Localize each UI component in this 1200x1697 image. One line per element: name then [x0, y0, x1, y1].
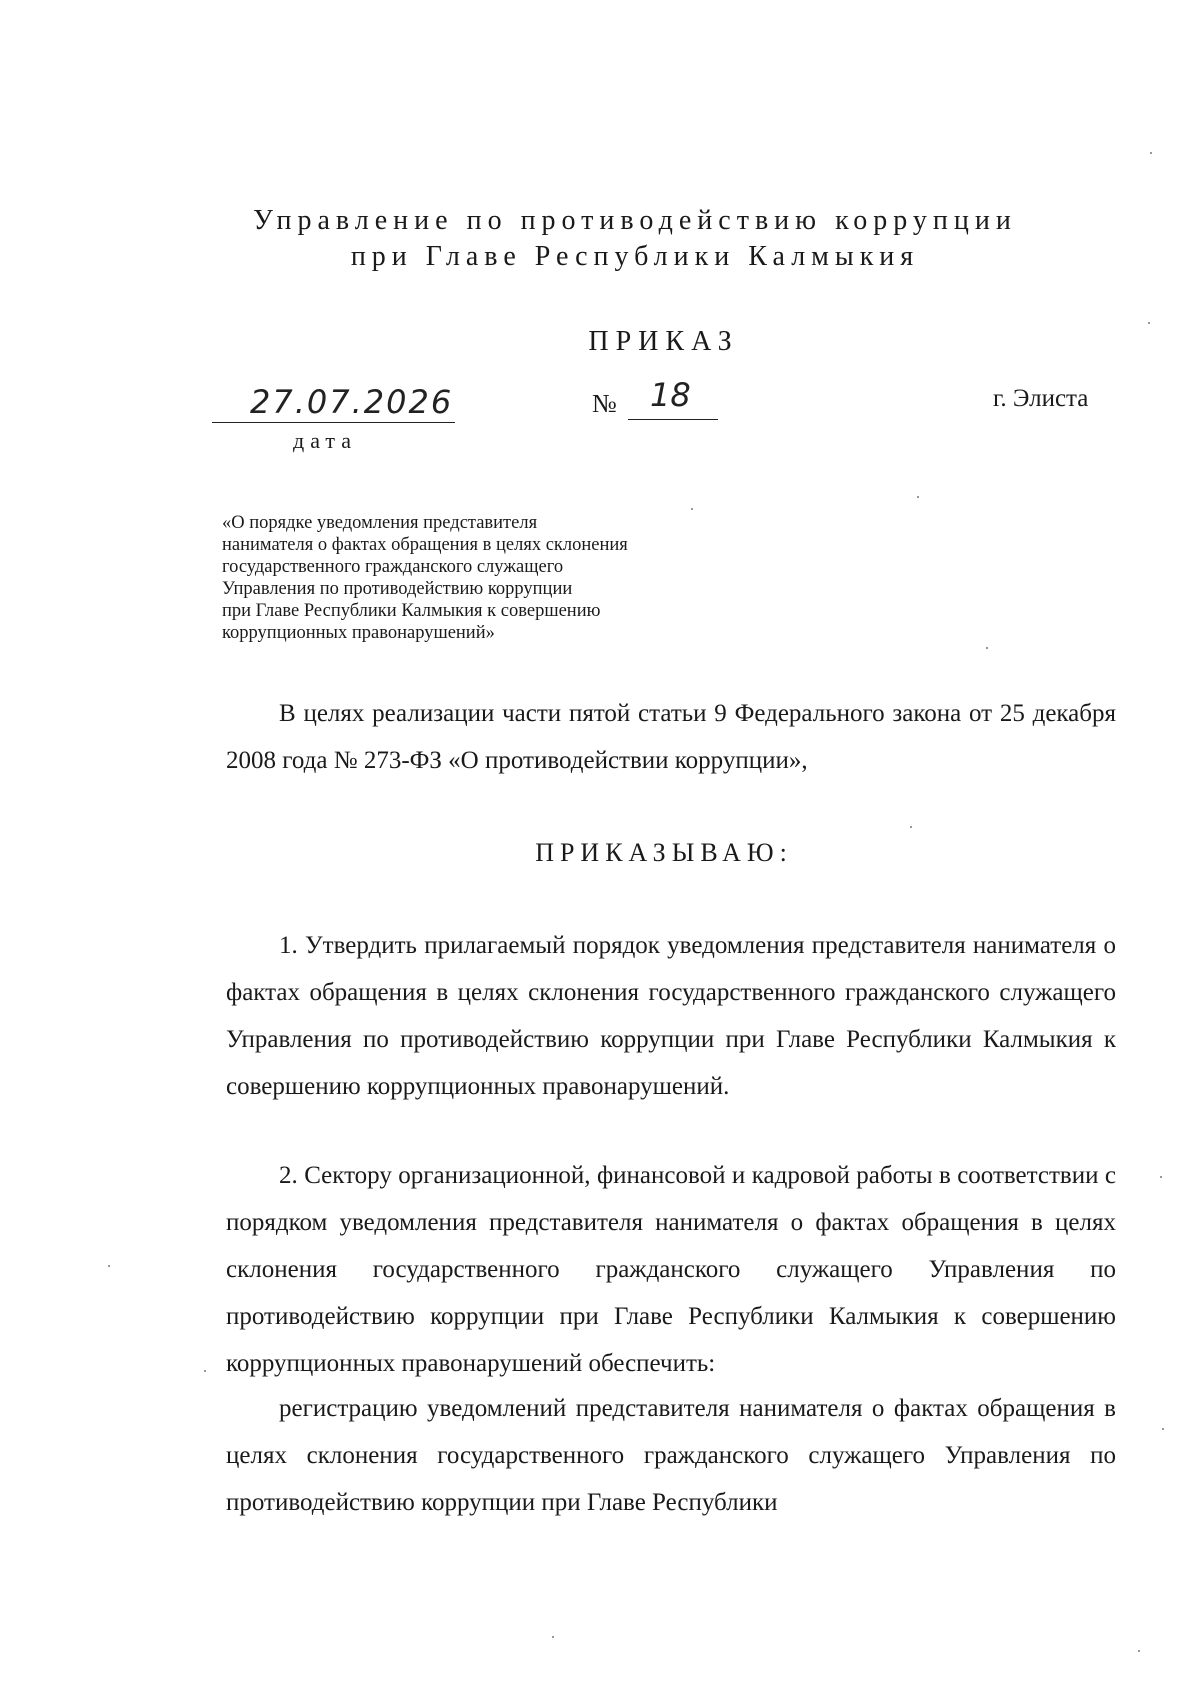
date-underline: [212, 422, 455, 423]
scan-speck: [108, 1265, 110, 1267]
scan-speck: [1150, 152, 1152, 154]
subject-line: «О порядке уведомления представителя: [222, 513, 538, 533]
scan-speck: [204, 1370, 206, 1372]
scan-speck: [1138, 1650, 1140, 1652]
number-sign: №: [592, 389, 617, 418]
scan-speck: [1162, 1428, 1164, 1430]
subject-line: государственного гражданского служащего: [222, 557, 564, 577]
scan-speck: [691, 508, 693, 510]
intro-paragraph: В целях реализации части пятой статьи 9 Федерального закона от 25 декабря 2008 года № 273-ФЗ «О противодействии коррупции»,: [226, 700, 1116, 774]
agency-line-1: Управление по противодействию коррупции: [253, 205, 1017, 236]
handwritten-date: 27.07.2026: [250, 383, 454, 421]
city-label: г. Элиста: [993, 385, 1089, 412]
scan-speck: [910, 826, 912, 828]
paragraph-item-3: регистрацию уведомлений представителя нанимателя о фактах обращения в целях склонения государственного гражданского служащего Управления по противодействию коррупции при Главе Республики: [226, 1395, 1116, 1516]
scan-speck: [1160, 1176, 1162, 1178]
paragraph-item-1: 1. Утвердить прилагаемый порядок уведомления представителя нанимателя о фактах обращения в целях склонения государственного гражданского служащего Управления по противодействию коррупции при Главе Республики Калмыкия к совершению коррупционных правонарушений.: [226, 932, 1116, 1100]
order-subject: [222, 512, 742, 644]
subject-line: нанимателя о фактах обращения в целях склонения: [222, 535, 628, 555]
agency-line-2: при Главе Республики Калмыкия: [350, 241, 920, 272]
scan-speck: [917, 496, 919, 498]
number-underline: [628, 419, 718, 420]
agency-header: [200, 203, 1070, 275]
handwritten-order-number: 18: [650, 376, 691, 414]
paragraph-item-2: 2. Сектору организационной, финансовой и кадровой работы в соответствии с порядком уведомления представителя нанимателя о фактах обращения в целях склонения государственного гражданского служащего Управления по противодействию коррупции при Главе Республики Калмыкия к совершению коррупционных правонарушений обеспечить:: [226, 1162, 1116, 1377]
subject-line: Управления по противодействию коррупции: [222, 579, 573, 599]
order-title: ПРИКАЗ: [588, 326, 739, 357]
scan-speck: [552, 1636, 554, 1638]
subject-line: при Главе Республики Калмыкия к совершению: [222, 601, 601, 621]
scan-speck: [986, 647, 988, 649]
subject-line: коррупционных правонарушений»: [222, 623, 495, 643]
decree-heading: ПРИКАЗЫВАЮ:: [535, 838, 793, 867]
scan-speck: [1148, 322, 1150, 324]
date-label: дата: [293, 428, 358, 453]
